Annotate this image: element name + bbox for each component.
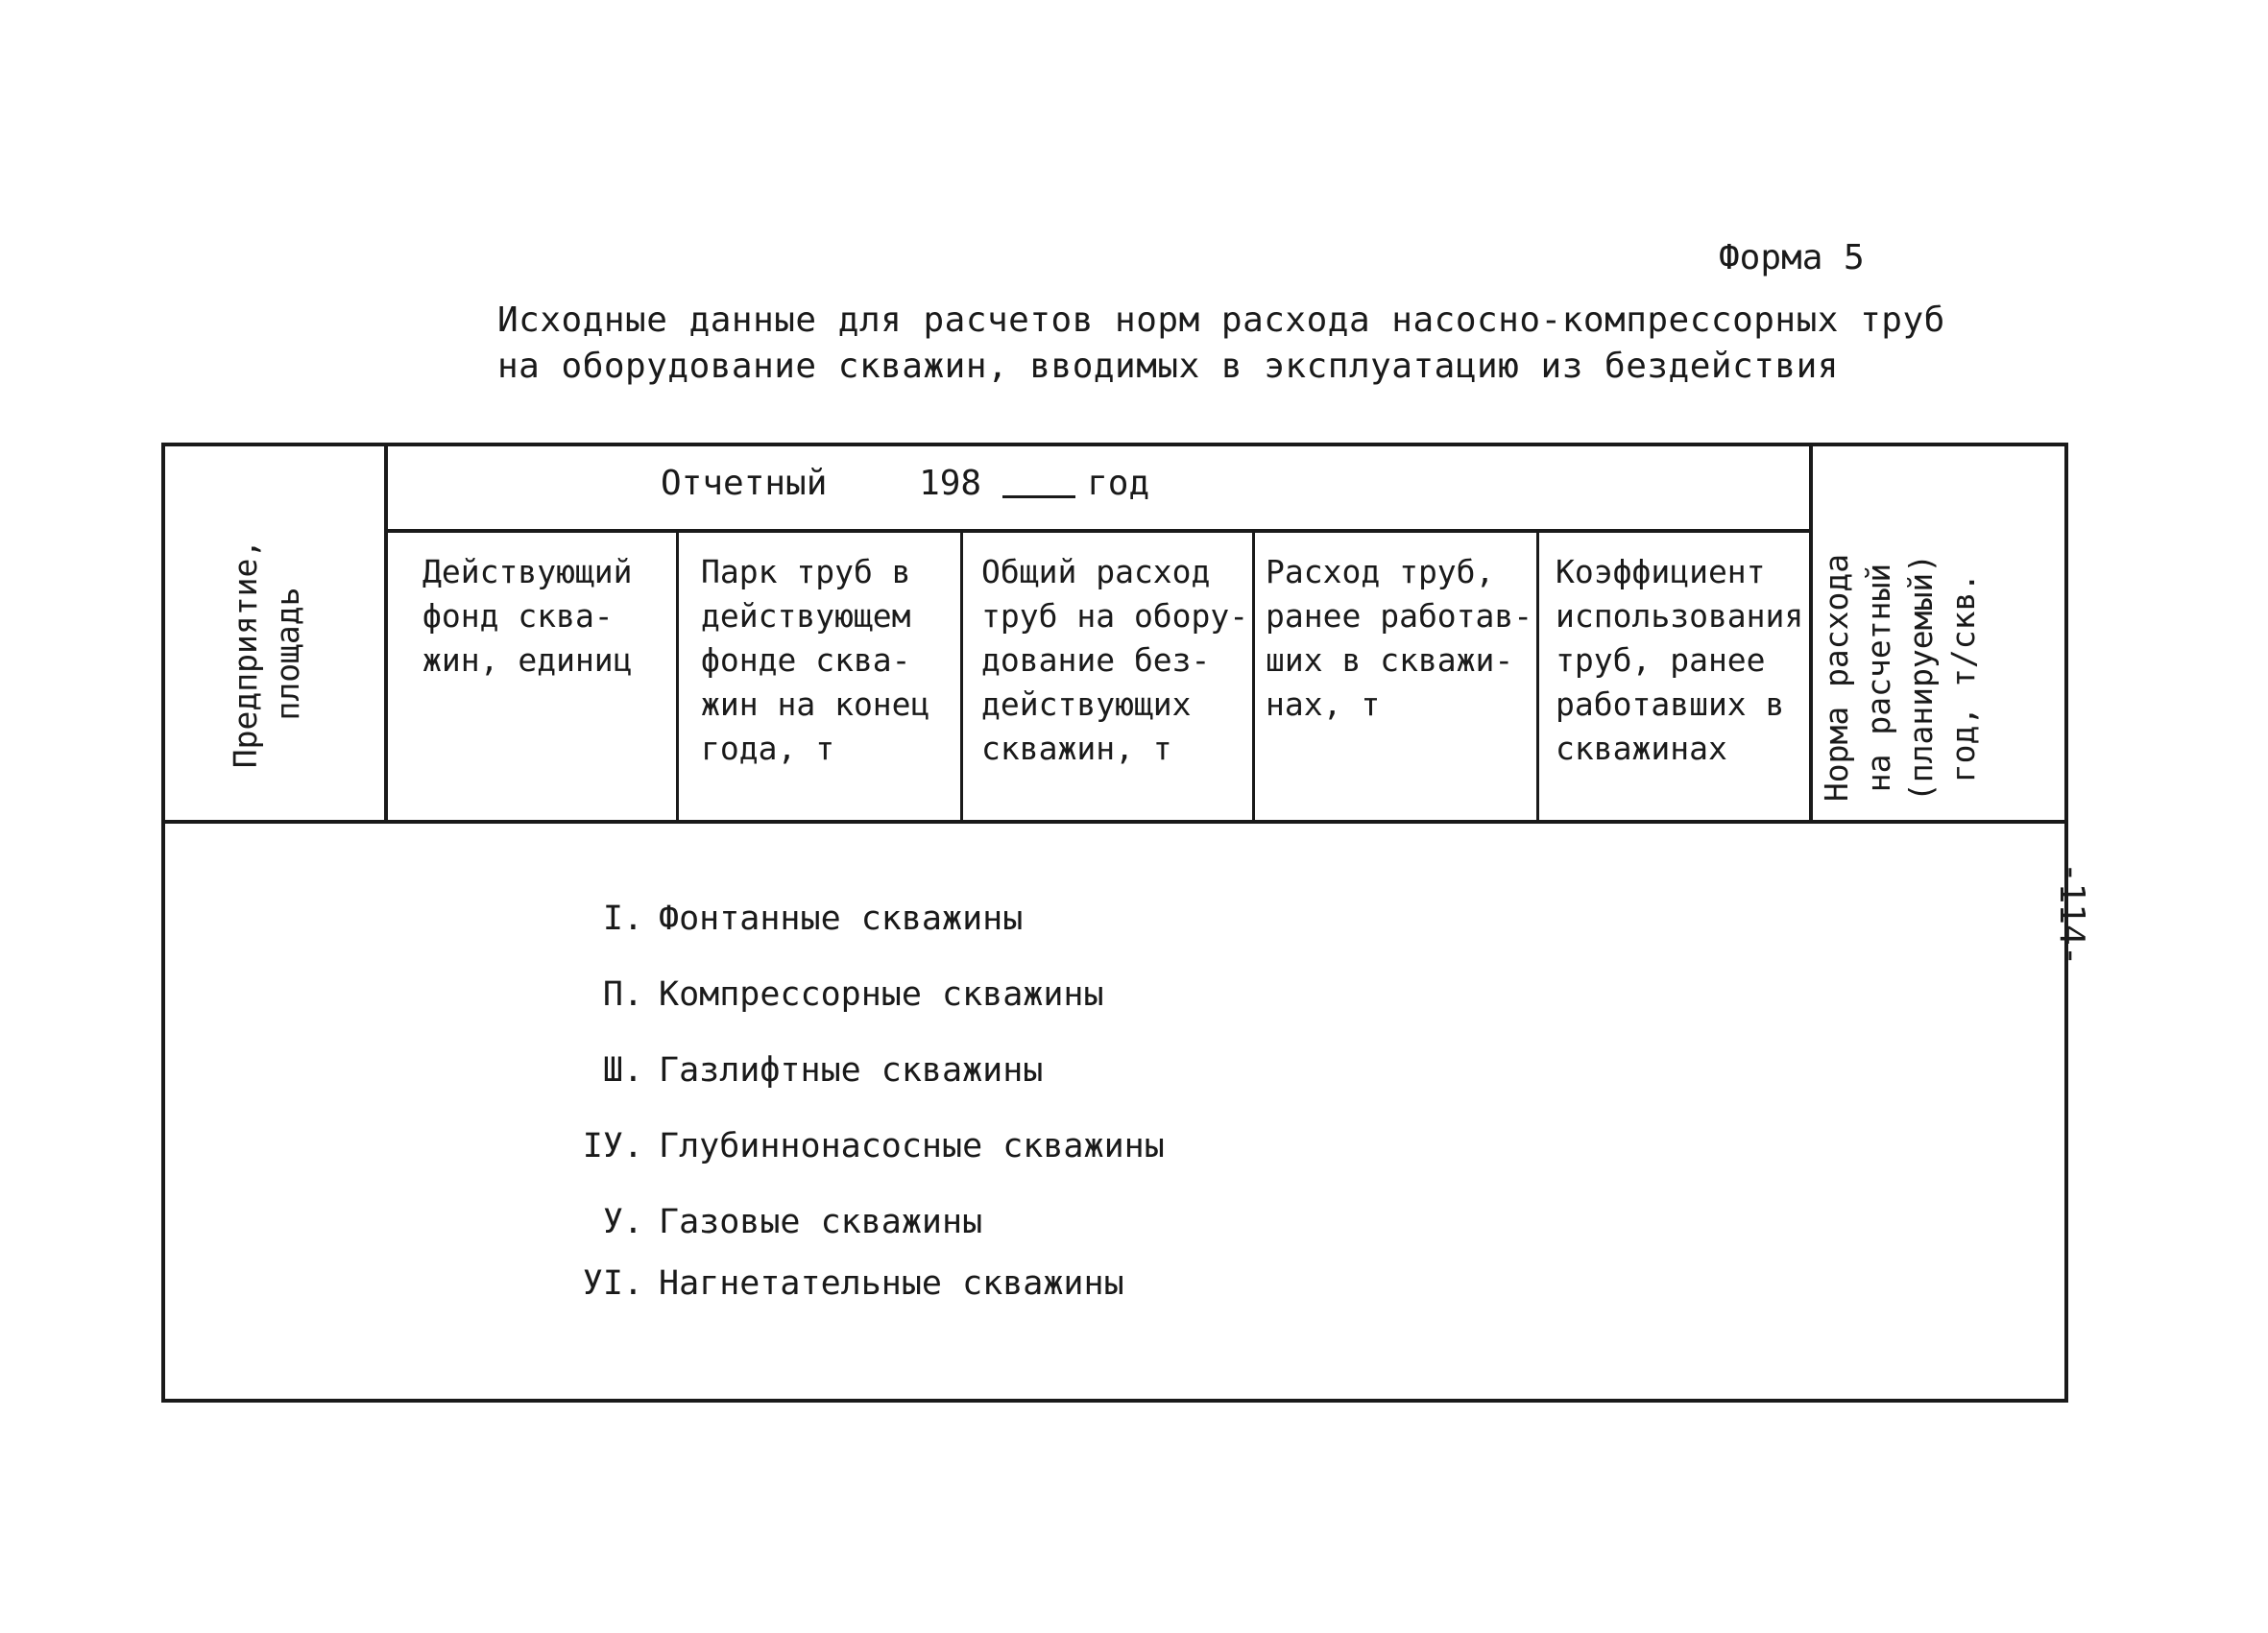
header-norm-line: Норма расхода xyxy=(1818,553,1855,803)
col-sep-1 xyxy=(676,529,679,822)
reporting-label: Отчетный xyxy=(661,464,828,503)
col-sep-right xyxy=(1809,443,1813,822)
header-total-consumption xyxy=(981,550,1248,771)
section-row xyxy=(576,1127,1165,1165)
section-label: Нагнетательные скважины xyxy=(659,1264,1124,1303)
section-number: IУ. xyxy=(582,1127,643,1165)
header-line: жин, единиц xyxy=(422,641,633,679)
header-line: жин на конец xyxy=(701,685,930,723)
table-border-left xyxy=(161,443,165,1403)
section-row xyxy=(576,900,1023,938)
header-line: скважин, т xyxy=(981,730,1172,767)
header-line: Общий расход xyxy=(981,553,1211,590)
header-line: года, т xyxy=(701,730,835,767)
header-line: фонде сква- xyxy=(701,641,911,679)
col-sep-left xyxy=(384,443,388,822)
header-active-wells xyxy=(422,550,633,683)
reporting-year-suffix: год xyxy=(1087,464,1150,503)
header-line: Расход труб, xyxy=(1266,553,1495,590)
header-line: труб, ранее xyxy=(1556,641,1766,679)
section-row xyxy=(576,1203,982,1241)
col-sep-4 xyxy=(1536,529,1539,822)
header-line: скважинах xyxy=(1556,730,1727,767)
header-line: фонд сква- xyxy=(422,597,614,635)
header-enterprise-line-2: площадь xyxy=(269,587,306,721)
document-title-line-1: Исходные данные для расчетов норм расхода насосно-компрессорных труб xyxy=(497,300,1945,340)
section-label: Газовые скважины xyxy=(659,1203,983,1241)
header-usage-coefficient xyxy=(1556,550,1803,771)
section-number: УI. xyxy=(582,1264,643,1303)
section-label: Газлифтные скважины xyxy=(659,1051,1044,1090)
section-row xyxy=(576,975,1104,1014)
form-label: Форма 5 xyxy=(1719,238,1865,277)
header-line: ших в скважи- xyxy=(1266,641,1514,679)
section-label: Фонтанные скважины xyxy=(659,900,1024,938)
header-divider xyxy=(161,820,2068,824)
section-row xyxy=(576,1264,1124,1303)
document-title-line-2: на оборудование скважин, вводимых в эксплуатацию из бездействия xyxy=(497,347,1839,386)
reporting-year-header xyxy=(661,464,1149,503)
reporting-year-prefix: 198 xyxy=(919,464,982,503)
header-line: Коэффициент xyxy=(1556,553,1766,590)
header-norm-line: год, т/скв. xyxy=(1944,572,1982,783)
col-sep-2 xyxy=(960,529,963,822)
header-line: нах, т xyxy=(1266,685,1381,723)
table-border-bottom xyxy=(161,1399,2068,1403)
header-norm-line: на расчетный xyxy=(1860,563,1897,793)
header-line: действующем xyxy=(701,597,911,635)
section-number: У. xyxy=(602,1203,643,1241)
data-table xyxy=(161,443,2068,1403)
section-number: I. xyxy=(602,900,643,938)
header-line: действующих xyxy=(981,685,1192,723)
header-line: ранее работав- xyxy=(1266,597,1533,635)
year-blank-line xyxy=(1002,467,1075,498)
col-sep-3 xyxy=(1252,529,1255,822)
header-norm-line: (планируемый) xyxy=(1902,553,1940,803)
section-row xyxy=(576,1051,1043,1090)
header-line: Действующий xyxy=(422,553,633,590)
header-line: дование без- xyxy=(981,641,1211,679)
section-label: Компрессорные скважины xyxy=(659,975,1104,1014)
page-number: -114- xyxy=(2052,862,2091,967)
header-line: труб на обору- xyxy=(981,597,1249,635)
header-line: работавших в xyxy=(1556,685,1785,723)
header-enterprise-line-1: Предприятие, xyxy=(227,539,264,769)
section-label: Глубиннонасосные скважины xyxy=(659,1127,1165,1165)
header-line: Парк труб в xyxy=(701,553,911,590)
section-number: Ш. xyxy=(602,1051,643,1090)
header-enterprise xyxy=(225,462,321,846)
subheader-divider xyxy=(384,529,1811,533)
header-used-pipes xyxy=(1266,550,1532,727)
header-pipe-park xyxy=(701,550,929,771)
header-line: использования xyxy=(1556,597,1804,635)
table-border-top xyxy=(161,443,2068,446)
header-consumption-norm xyxy=(1816,515,1998,841)
section-number: П. xyxy=(602,975,643,1014)
